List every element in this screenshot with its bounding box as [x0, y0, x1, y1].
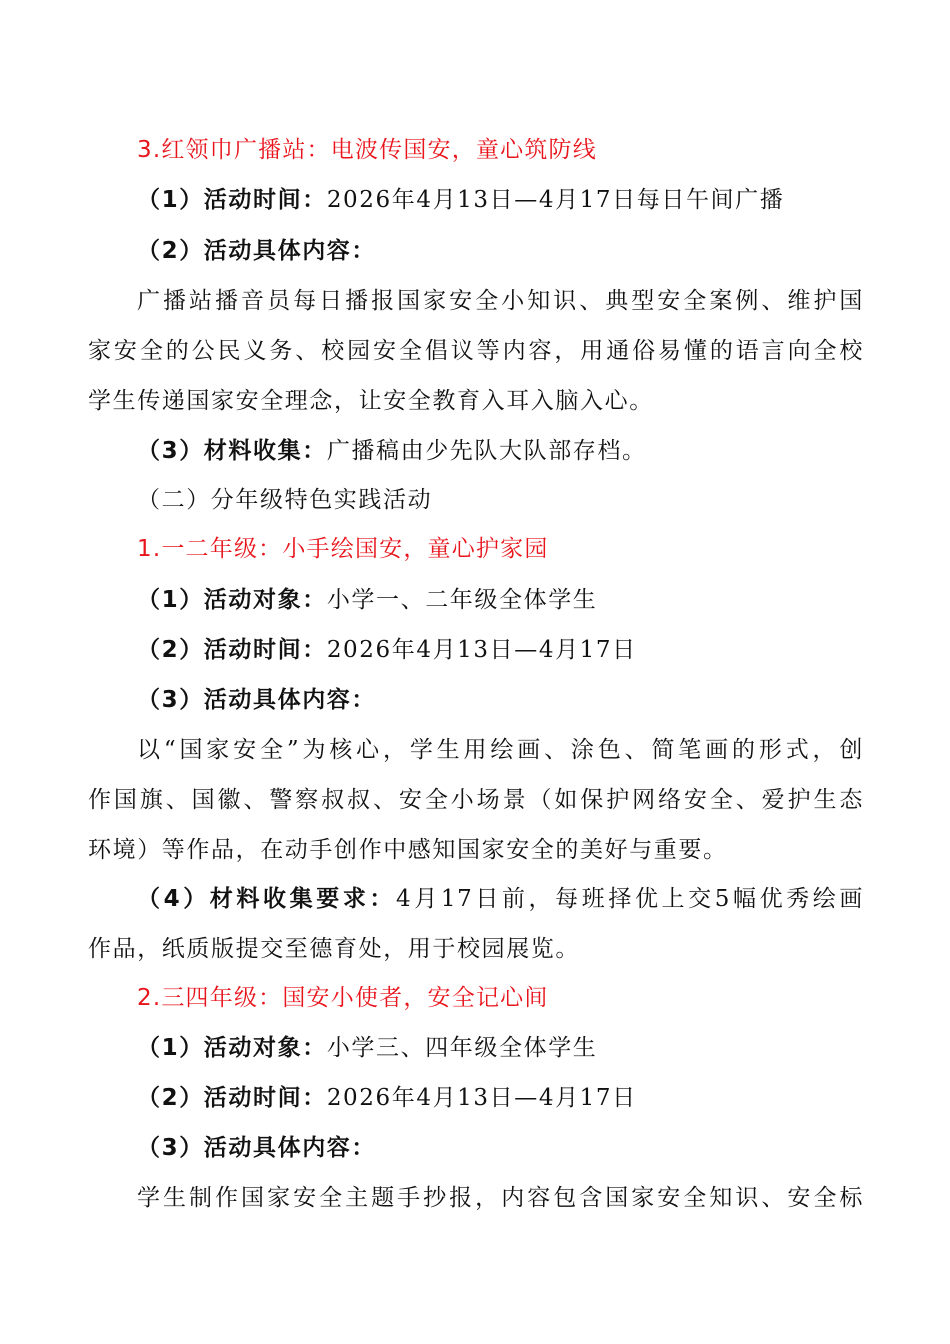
grade34-time-value: 2026年4月13日—4月17日 [326, 1085, 637, 1111]
broadcast-paragraph-line-3: 学生传递国家安全理念，让安全教育入耳入脑入心。 [88, 388, 654, 414]
grade34-heading: 2.三四年级：国安小使者，安全记心间 [137, 985, 549, 1011]
broadcast-material-line [137, 435, 864, 467]
broadcast-paragraph-line-1: 广播站播音员每日播报国家安全小知识、典型安全案例、维护国 [137, 288, 864, 314]
grade12-content-label: （3）活动具体内容： [137, 687, 377, 713]
grade12-material-line [137, 883, 864, 915]
broadcast-time-value: 2026年4月13日—4月17日每日午间广播 [326, 187, 785, 213]
grade34-time-line [137, 1082, 864, 1114]
grade34-paragraph-line-1: 学生制作国家安全主题手抄报，内容包含国家安全知识、安全标 [137, 1185, 864, 1211]
broadcast-time-label: （1）活动时间： [137, 187, 327, 213]
grade12-time-label: （2）活动时间： [137, 637, 327, 663]
grade34-content-label: （3）活动具体内容： [137, 1135, 377, 1161]
broadcast-content-label: （2）活动具体内容： [137, 238, 377, 264]
broadcast-time-line [137, 184, 864, 216]
grade34-target-line [137, 1032, 864, 1064]
grade12-time-value: 2026年4月13日—4月17日 [326, 637, 637, 663]
grade34-target-label: （1）活动对象： [137, 1035, 327, 1061]
grade12-target-label: （1）活动对象： [137, 587, 327, 613]
broadcast-material-value: 广播稿由少先队大队部存档。 [326, 438, 647, 464]
broadcast-heading: 3.红领巾广播站：电波传国安，童心筑防线 [137, 137, 597, 163]
grade12-material-label: （4）材料收集要求： [137, 886, 397, 912]
broadcast-paragraph-line-2: 家安全的公民义务、校园安全倡议等内容，用通俗易懂的语言向全校 [88, 338, 864, 364]
grade12-material-value: 4月17日前，每班择优上交5幅优秀绘画 [396, 886, 864, 912]
grade12-heading: 1.一二年级：小手绘国安，童心护家园 [137, 536, 549, 562]
grade12-paragraph-line-2: 作国旗、国徽、警察叔叔、安全小场景（如保护网络安全、爱护生态 [88, 787, 864, 813]
grade12-target-value: 小学一、二年级全体学生 [326, 587, 598, 613]
section-two-heading: （二）分年级特色实践活动 [137, 487, 433, 513]
grade12-target-line [137, 584, 864, 616]
grade12-paragraph-line-3: 环境）等作品，在动手创作中感知国家安全的美好与重要。 [88, 837, 728, 863]
grade34-time-label: （2）活动时间： [137, 1085, 327, 1111]
grade12-material-continued: 作品，纸质版提交至德育处，用于校园展览。 [88, 936, 580, 962]
broadcast-material-label: （3）材料收集： [137, 438, 327, 464]
grade34-target-value: 小学三、四年级全体学生 [326, 1035, 598, 1061]
grade12-time-line [137, 634, 864, 666]
grade12-paragraph-line-1: 以“国家安全”为核心，学生用绘画、涂色、简笔画的形式，创 [137, 737, 864, 763]
